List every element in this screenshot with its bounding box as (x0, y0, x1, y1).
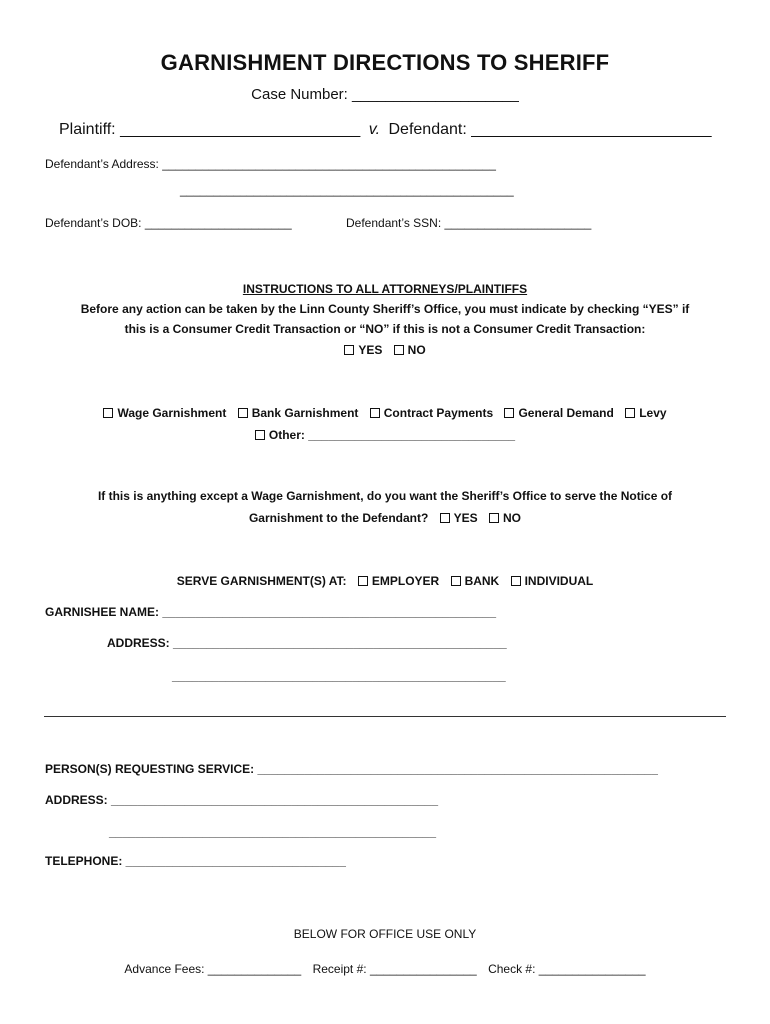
checkbox-icon (451, 576, 461, 586)
checkbox-icon (511, 576, 521, 586)
persons-requesting-field[interactable]: PERSON(S) REQUESTING SERVICE: ____________________________________________________________ (45, 762, 658, 776)
checkbox-icon (625, 408, 635, 418)
serve-notice-no[interactable]: NO (489, 511, 521, 525)
serve-employer-option[interactable]: EMPLOYER (358, 574, 439, 588)
requester-address-field[interactable]: ADDRESS: _________________________________________________ (45, 793, 439, 807)
page-title: GARNISHMENT DIRECTIONS TO SHERIFF (160, 50, 610, 75)
garnishee-address-field[interactable]: ADDRESS: __________________________________________________ (107, 636, 507, 650)
garnishee-address-line2[interactable]: __________________________________________________ (172, 669, 506, 683)
office-use-row (0, 962, 770, 976)
checkbox-icon (394, 345, 404, 355)
serve-notice-line-2: Garnishment to the Defendant? YES NO (248, 511, 522, 525)
defendant-address-field[interactable]: Defendant’s Address: __________________________________________________ (45, 157, 496, 171)
office-use-heading: BELOW FOR OFFICE USE ONLY (293, 927, 477, 941)
receipt-field[interactable]: Receipt #: ________________ (312, 962, 477, 976)
checkbox-icon (238, 408, 248, 418)
checkbox-icon (344, 345, 354, 355)
garnishee-name-field[interactable]: GARNISHEE NAME: __________________________________________________ (45, 605, 497, 619)
other-option[interactable]: Other: _______________________________ (0, 428, 770, 442)
checkbox-icon (103, 408, 113, 418)
section-divider (44, 716, 726, 717)
contract-payments-option[interactable]: Contract Payments (370, 406, 493, 420)
defendant-dob-field[interactable]: Defendant’s DOB: ______________________ (45, 216, 292, 230)
serve-notice-yes[interactable]: YES (440, 511, 478, 525)
checkbox-icon (358, 576, 368, 586)
instructions-line-1: Before any action can be taken by the Linn County Sheriff’s Office, you must indicate by checking “YES” if (80, 302, 690, 316)
case-number-field[interactable]: Case Number: ____________________ (251, 86, 519, 103)
serve-at-row (0, 574, 770, 588)
versus-label: v. (368, 121, 381, 138)
consumer-credit-yes[interactable]: YES (344, 343, 382, 357)
garnishment-type-options (0, 406, 770, 420)
instructions-line-2: this is a Consumer Credit Transaction or “NO” if this is not a Consumer Credit Transaction: (124, 322, 646, 336)
instructions-heading: INSTRUCTIONS TO ALL ATTORNEYS/PLAINTIFFS (242, 282, 528, 296)
checkbox-icon (440, 513, 450, 523)
serve-bank-option[interactable]: BANK (451, 574, 500, 588)
serve-notice-line-1: If this is anything except a Wage Garnishment, do you want the Sheriff’s Office to serve the Notice of (97, 489, 673, 503)
levy-option[interactable]: Levy (625, 406, 666, 420)
defendant-field[interactable]: Defendant: ___________________________ (388, 121, 712, 138)
wage-garnishment-option[interactable]: Wage Garnishment (103, 406, 226, 420)
serve-individual-option[interactable]: INDIVIDUAL (511, 574, 594, 588)
general-demand-option[interactable]: General Demand (504, 406, 613, 420)
checkbox-icon (255, 430, 265, 440)
checkbox-icon (489, 513, 499, 523)
check-field[interactable]: Check #: ________________ (488, 962, 646, 976)
checkbox-icon (504, 408, 514, 418)
bank-garnishment-option[interactable]: Bank Garnishment (238, 406, 359, 420)
consumer-credit-options (0, 343, 770, 357)
checkbox-icon (370, 408, 380, 418)
telephone-field[interactable]: TELEPHONE: _________________________________ (45, 854, 346, 868)
advance-fees-field[interactable]: Advance Fees: ______________ (124, 962, 302, 976)
requester-address-line2[interactable]: _________________________________________________ (109, 825, 437, 839)
serve-at-label: SERVE GARNISHMENT(S) AT: (176, 574, 347, 588)
consumer-credit-no[interactable]: NO (394, 343, 426, 357)
defendant-address-line2[interactable]: __________________________________________________ (180, 183, 514, 197)
plaintiff-field[interactable]: Plaintiff: ___________________________ (59, 121, 361, 138)
defendant-ssn-field[interactable]: Defendant’s SSN: ______________________ (346, 216, 592, 230)
